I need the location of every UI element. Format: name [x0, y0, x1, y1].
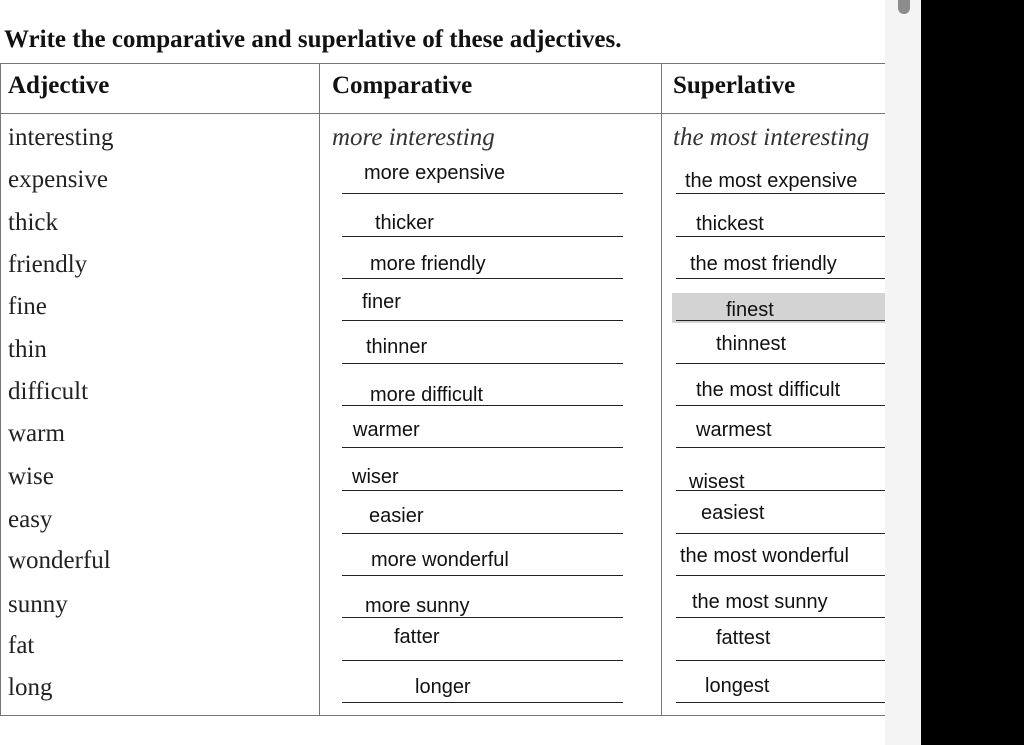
comparative-answer[interactable]: thicker — [375, 212, 434, 234]
comparative-answer-line — [342, 278, 623, 279]
example-comparative: more interesting — [332, 124, 495, 151]
superlative-answer[interactable]: fattest — [716, 627, 771, 649]
adjective-cell: thick — [8, 209, 58, 236]
comparative-answer-line — [342, 193, 623, 194]
superlative-answer-line — [676, 447, 885, 448]
black-side-panel — [921, 0, 1024, 745]
comparative-answer-line — [342, 447, 623, 448]
adjective-cell: friendly — [8, 251, 88, 278]
table-left-border — [0, 63, 1, 716]
superlative-answer-line — [676, 533, 885, 534]
superlative-answer[interactable]: easiest — [701, 502, 765, 524]
comparative-answer-line — [342, 575, 623, 576]
instruction-title: Write the comparative and superlative of these adjectives. — [4, 26, 622, 53]
column-divider-2 — [661, 63, 662, 716]
superlative-answer-line — [676, 236, 885, 237]
superlative-answer[interactable]: the most sunny — [692, 591, 828, 613]
header-superlative: Superlative — [673, 72, 796, 99]
superlative-answer[interactable]: warmest — [696, 419, 772, 441]
comparative-answer[interactable]: finer — [362, 291, 401, 313]
comparative-answer[interactable]: warmer — [353, 419, 420, 441]
example-superlative: the most interesting — [673, 124, 870, 151]
superlative-answer-line — [676, 320, 885, 321]
adjective-cell: fat — [8, 632, 35, 659]
superlative-answer[interactable]: the most wonderful — [680, 545, 849, 567]
adjective-cell: thin — [8, 336, 47, 363]
superlative-answer[interactable]: longest — [705, 675, 770, 697]
header-comparative: Comparative — [332, 72, 473, 99]
superlative-answer-line — [676, 702, 885, 703]
table-top-border — [0, 63, 885, 64]
adjective-cell: warm — [8, 420, 65, 447]
comparative-answer-line — [342, 490, 623, 491]
header-adjective: Adjective — [8, 72, 110, 99]
superlative-answer-line — [676, 405, 885, 406]
comparative-answer[interactable]: more sunny — [365, 595, 470, 617]
adjective-cell: long — [8, 674, 53, 701]
superlative-answer[interactable]: wisest — [689, 471, 745, 493]
comparative-answer-line — [342, 660, 623, 661]
comparative-answer[interactable]: fatter — [394, 626, 440, 648]
adjective-cell: expensive — [8, 166, 108, 193]
adjective-cell: easy — [8, 506, 53, 533]
superlative-answer-line — [676, 278, 885, 279]
comparative-answer[interactable]: more difficult — [370, 384, 484, 406]
superlative-answer[interactable]: finest — [726, 299, 774, 321]
superlative-answer-line — [676, 363, 885, 364]
adjective-cell: sunny — [8, 591, 68, 618]
comparative-answer[interactable]: longer — [415, 676, 471, 698]
superlative-answer[interactable]: the most friendly — [690, 253, 837, 275]
comparative-answer-line — [342, 533, 623, 534]
example-adjective: interesting — [8, 124, 114, 151]
column-divider-1 — [319, 63, 320, 716]
table-header-border — [0, 113, 885, 114]
superlative-answer[interactable]: thickest — [696, 213, 764, 235]
superlative-answer-line — [676, 617, 885, 618]
superlative-answer-line — [676, 660, 885, 661]
superlative-answer-line — [676, 193, 885, 194]
superlative-answer[interactable]: thinnest — [716, 333, 787, 355]
comparative-answer[interactable]: more wonderful — [371, 549, 509, 571]
superlative-answer[interactable]: the most expensive — [685, 170, 858, 192]
comparative-answer[interactable]: more expensive — [364, 162, 506, 184]
comparative-answer[interactable]: wiser — [352, 466, 399, 488]
adjective-cell: wonderful — [8, 547, 111, 574]
comparative-answer-line — [342, 702, 623, 703]
comparative-answer-line — [342, 236, 623, 237]
scrollbar-track[interactable] — [885, 0, 921, 745]
comparative-answer[interactable]: more friendly — [370, 253, 486, 275]
comparative-answer[interactable]: easier — [369, 505, 424, 527]
superlative-answer-line — [676, 575, 885, 576]
adjective-cell: fine — [8, 293, 47, 320]
adjective-cell: wise — [8, 463, 54, 490]
comparative-answer-line — [342, 320, 623, 321]
comparative-answer-line — [342, 363, 623, 364]
adjective-cell: difficult — [8, 378, 89, 405]
comparative-answer[interactable]: thinner — [366, 336, 428, 358]
superlative-answer[interactable]: the most difficult — [696, 379, 841, 401]
scrollbar-thumb[interactable] — [898, 0, 910, 14]
selection-highlight — [672, 293, 885, 323]
table-bottom-border — [0, 715, 885, 716]
